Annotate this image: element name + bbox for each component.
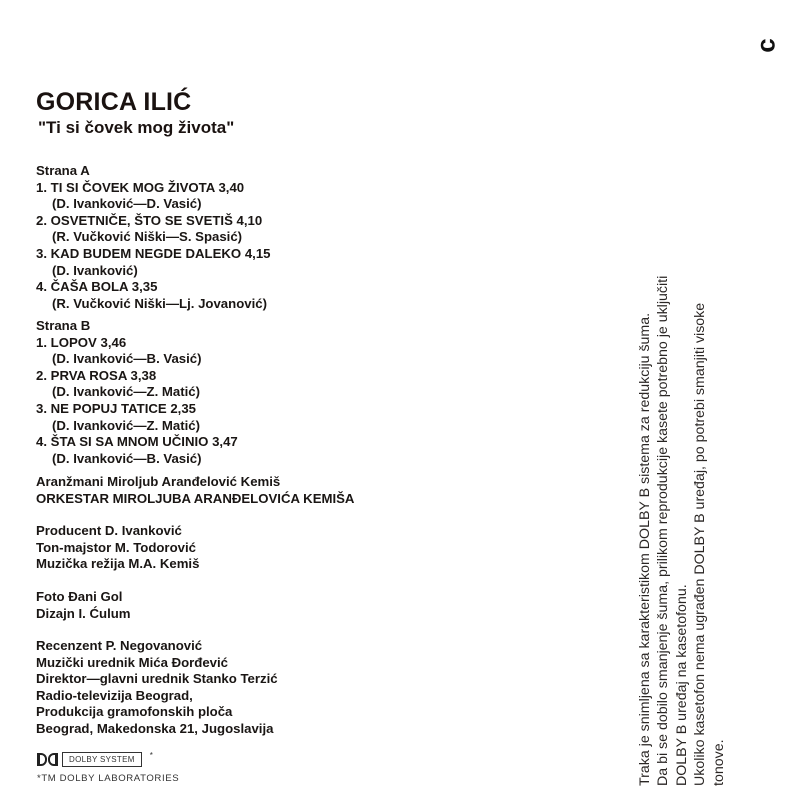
music-direction-line: Muzička režija M.A. Kemiš [36, 556, 200, 572]
track-credits: (D. Ivanković—B. Vasić) [52, 450, 202, 466]
division-line: Produkcija gramofonskih ploča [36, 704, 233, 720]
director-line: Direktor—glavni urednik Stanko Terzić [36, 671, 278, 687]
album-title: "Ti si čovek mog života" [38, 118, 235, 137]
design-line: Dizajn I. Ćulum [36, 605, 131, 621]
orchestra-line: ORKESTAR MIROLJUBA ARANĐELOVIĆA KEMIŠA [36, 490, 355, 506]
track-title: 2. PRVA ROSA 3,38 [36, 367, 157, 383]
address-line: Beograd, Makedonska 21, Jugoslavija [36, 720, 274, 736]
notice-line: Da bi se dobilo smanjenje šuma, prilikom reprodukcije kasete potrebno je uključiti [655, 275, 672, 786]
track-title: 4. ČAŠA BOLA 3,35 [36, 279, 158, 295]
track-title: 1. TI SI ČOVEK MOG ŽIVOTA 3,40 [36, 179, 245, 195]
track-credits: (D. Ivanković) [52, 262, 138, 278]
track-title: 3. KAD BUDEM NEGDE DALEKO 4,15 [36, 245, 271, 261]
trademark-star: * [149, 751, 153, 760]
track-credits: (D. Ivanković—B. Vasić) [52, 351, 202, 367]
notice-line: Traka je snimljena sa karakteristikom DOLBY B sistema za redukciju šuma. [637, 312, 653, 786]
artist-name: GORICA ILIĆ [36, 88, 192, 116]
dolby-double-d-icon [37, 753, 58, 766]
production-credits [36, 523, 199, 573]
side-a-label: Strana A [36, 163, 90, 178]
track-credits: (R. Vučković Niški—S. Spasić) [52, 229, 243, 245]
track-title: 2. OSVETNIČE, ŠTO SE SVETIŠ 4,10 [36, 212, 263, 228]
reviewer-line: Recenzent P. Negovanović [36, 638, 203, 653]
side-a-tracklist [36, 163, 270, 312]
arrangements-credits [36, 474, 354, 507]
dolby-trademark: *TM DOLBY LABORATORIES [37, 773, 180, 784]
track-credits: (D. Ivanković—D. Vasić) [52, 196, 202, 212]
track-credits: (D. Ivanković—Z. Matić) [52, 384, 201, 400]
arranger-line: Aranžmani Miroljub Aranđelović Kemiš [36, 474, 281, 489]
label-info [36, 638, 278, 738]
track-credits: (D. Ivanković—Z. Matić) [52, 417, 201, 433]
engineer-line: Ton-majstor M. Todorović [36, 539, 196, 555]
notice-line: Ukoliko kasetofon nema ugrađen DOLBY B uređaj, po potrebi smanjiti visoke [692, 302, 709, 786]
track-title: 4. ŠTA SI SA MNOM UČINIO 3,47 [36, 434, 238, 450]
dolby-system-label: DOLBY SYSTEM [62, 752, 142, 767]
photo-line: Foto Đani Gol [36, 589, 123, 604]
dolby-logo [37, 752, 153, 767]
track-title: 1. LOPOV 3,46 [36, 334, 127, 350]
art-credits [36, 589, 131, 622]
notice-line: DOLBY B uređaj na kasetofonu. [673, 584, 690, 786]
side-b-tracklist [36, 318, 238, 467]
music-editor-line: Muzički urednik Mića Đorđević [36, 654, 229, 670]
dolby-notice [636, 86, 728, 786]
notice-line: tonove. [710, 739, 727, 786]
track-credits: (R. Vučković Niški—Lj. Jovanović) [52, 295, 267, 311]
company-line: Radio-televizija Beograd, [36, 687, 193, 703]
producer-line: Producent D. Ivanković [36, 523, 182, 538]
catalog-mark: c [750, 38, 781, 53]
side-b-label: Strana B [36, 318, 91, 333]
track-title: 3. NE POPUJ TATICE 2,35 [36, 400, 197, 416]
